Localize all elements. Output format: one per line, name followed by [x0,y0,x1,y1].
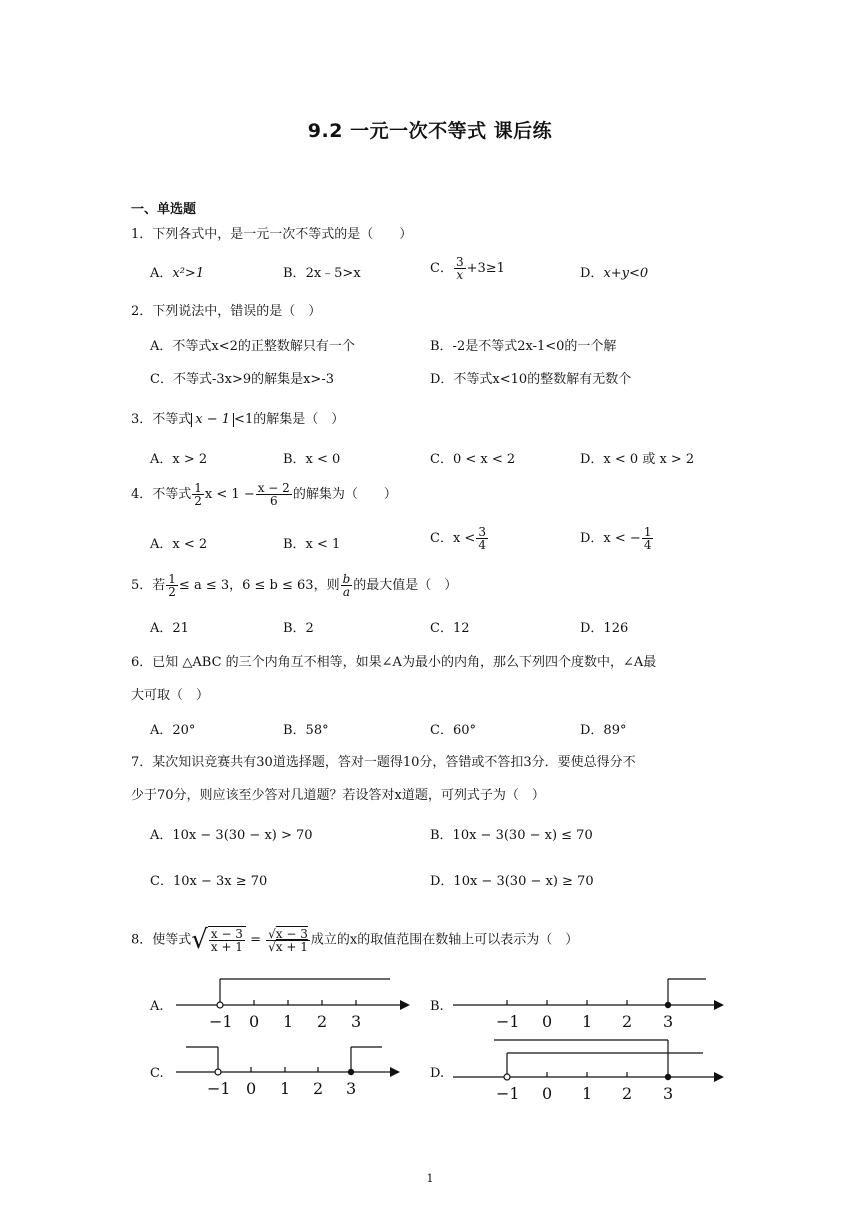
q5-option-b[interactable]: B．2 [283,621,314,636]
question-6-stem-line-2: 大可取（ ） [131,688,210,703]
q7-option-d[interactable]: D．10x − 3(30 − x) ≥ 70 [430,874,594,889]
page-title: 9.2 一元一次不等式 课后练 [307,120,553,142]
q4-option-d[interactable]: D．x < − $\frac{1}{4}$ [580,525,652,552]
q7-option-c[interactable]: C．10x − 3x ≥ 70 [150,874,268,889]
fraction: $\frac{1}{2}$ [168,572,176,599]
fraction: $\frac{b}{a}$ [342,572,351,599]
q8-number-line-a[interactable] [176,979,410,1010]
q3-option-d[interactable]: D．x < 0 或 x > 2 [580,452,695,467]
question-3-stem: 3．不等式 x − 1 <1的解集是（ ） [131,412,345,427]
q4-option-c[interactable]: C．x < $\frac{3}{4}$ [430,525,486,552]
tick-label: 2 [313,1079,324,1098]
q2-option-a[interactable]: A．不等式x<2的正整数解只有一个 [150,339,355,354]
fraction: $\frac{3}{4}$ [478,525,486,552]
q3-option-a[interactable]: A．x > 2 [150,452,208,467]
question-6-stem-line-1: 6．已知 △ABC 的三个内角互不相等，如果∠A为最小的内角，那么下列四个度数中，∠A最 [131,655,657,670]
q8-option-b-label[interactable]: B. [430,999,444,1014]
q8-number-line-d[interactable] [453,1040,724,1082]
tick-label: 0 [542,1084,553,1103]
open-dot [504,1074,510,1080]
tick-label: −1 [496,1084,520,1103]
q8-number-line-b[interactable] [453,979,724,1010]
q6-option-d[interactable]: D．89° [580,723,627,738]
tick-label: 0 [542,1012,553,1031]
closed-dot [665,1074,671,1080]
tick-label: 2 [622,1084,633,1103]
q1-option-b[interactable]: B．2x﹣5>x [283,266,361,281]
closed-dot [665,1002,671,1008]
tick-label: 3 [663,1012,674,1031]
question-7-stem-line-1: 7．某次知识竞赛共有30道选择题，答对一题得10分，答错或不答扣3分．要使总得分不 [131,755,636,770]
tick-label: −1 [496,1012,520,1031]
tick-label: 3 [346,1079,357,1098]
q5-option-d[interactable]: D．126 [580,621,629,636]
question-5-stem: 5．若 $\frac{1}{2}$ ≤ a ≤ 3，6 ≤ b ≤ 63，则 $\frac{b}{a}$ 的最大值是（ ） [131,572,458,599]
tick-label: 3 [351,1012,362,1031]
q2-option-c[interactable]: C．不等式-3x>9的解集是x>-3 [150,372,334,387]
absolute-value: x − 1 [191,413,234,427]
tick-label: 0 [249,1012,260,1031]
q3-option-b[interactable]: B．x < 0 [283,452,341,467]
tick-label: 1 [283,1012,294,1031]
q6-option-b[interactable]: B．58° [283,723,329,738]
q5-option-a[interactable]: A．21 [150,621,189,636]
q5-option-c[interactable]: C．12 [430,621,470,636]
q7-option-a[interactable]: A．10x − 3(30 − x) > 70 [150,828,313,843]
q8-option-a-label[interactable]: A. [150,999,164,1014]
closed-dot [348,1069,354,1075]
q1-option-c[interactable]: C． $\frac{3}{x}$ +3≥1 [430,255,505,282]
open-dot [215,1069,221,1075]
q6-option-a[interactable]: A．20° [150,723,196,738]
tick-label: 1 [582,1012,593,1031]
page-number: 1 [426,1172,434,1185]
q2-option-b[interactable]: B．-2是不等式2x-1<0的一个解 [430,339,617,354]
tick-label: 2 [622,1012,633,1031]
tick-label: 0 [246,1079,257,1098]
tick-label: 2 [317,1012,328,1031]
q8-number-line-c[interactable] [176,1047,400,1077]
q7-option-b[interactable]: B．10x − 3(30 − x) ≤ 70 [430,828,593,843]
square-root: √ $\frac{x - 3}{x + 1}$ [191,926,246,954]
fraction: $\frac{1}{2}$ [194,481,202,508]
section-heading: 一、单选题 [131,202,197,217]
question-2-stem: 2．下列说法中，错误的是（ ） [131,304,322,319]
q4-option-a[interactable]: A．x < 2 [150,537,208,552]
fraction: $\frac{1}{4}$ [643,525,652,552]
q1-option-a[interactable]: A．x²>1 [150,266,205,281]
q1-option-d[interactable]: D．x+y<0 [580,266,649,281]
question-4-stem: 4．不等式 $\frac{1}{2}$ x < 1 − $\frac{x - 2}{6}$ 的解集为（ ） [131,481,397,508]
tick-label: 3 [663,1084,674,1103]
question-1-stem: 1．下列各式中，是一元一次不等式的是（ ） [131,227,413,242]
q8-option-d-label[interactable]: D. [430,1066,445,1081]
q8-option-c-label[interactable]: C. [150,1066,164,1081]
question-8-stem: 8．使等式√ $\frac{x - 3}{x + 1}$ = $\frac{√x - 3}{√x + 1}$ 成立的x的取值范围在数轴上可以表示为（ ） [131,925,579,955]
open-dot [217,1002,223,1008]
fraction: $\frac{x - 2}{6}$ [257,481,290,508]
q2-option-d[interactable]: D．不等式x<10的整数解有无数个 [430,372,632,387]
tick-label: −1 [209,1012,233,1031]
q3-option-c[interactable]: C．0 < x < 2 [430,452,516,467]
q4-option-b[interactable]: B．x < 1 [283,537,341,552]
tick-label: −1 [207,1079,231,1098]
q6-option-c[interactable]: C．60° [430,723,476,738]
fraction: $\frac{3}{x}$ [455,255,464,282]
question-7-stem-line-2: 少于70分，则应该至少答对几道题？若设答对x道题，可列式子为（ ） [131,788,545,803]
fraction: $\frac{√x - 3}{√x + 1}$ [268,926,308,954]
tick-label: 1 [582,1084,593,1103]
tick-label: 1 [280,1079,291,1098]
